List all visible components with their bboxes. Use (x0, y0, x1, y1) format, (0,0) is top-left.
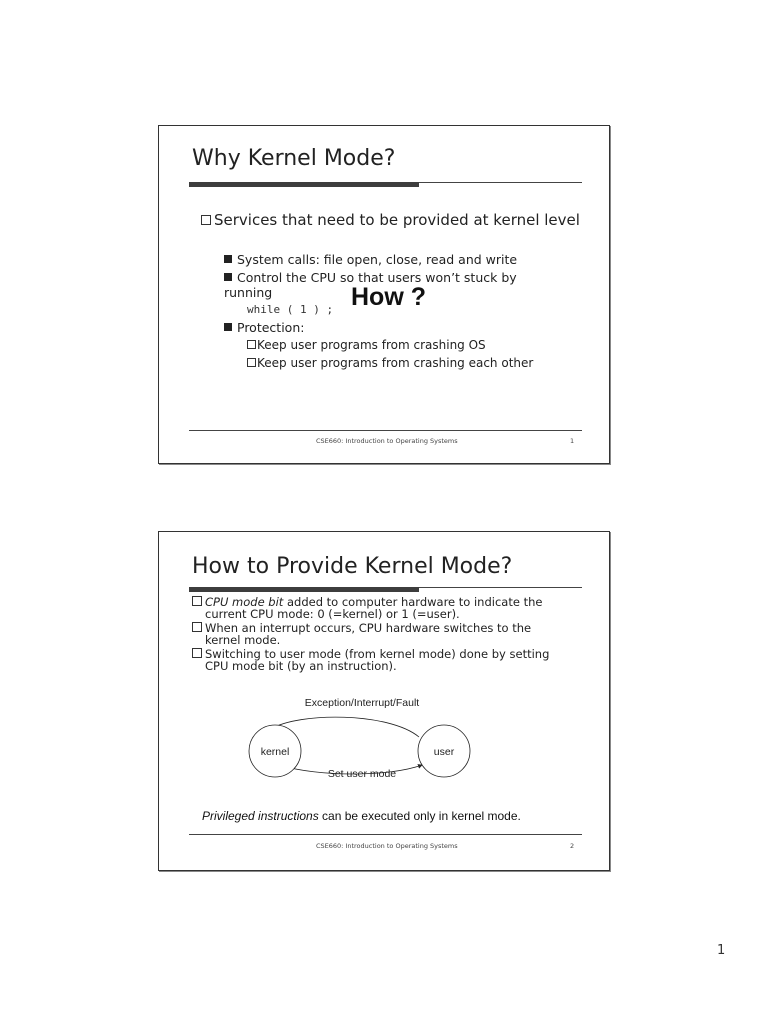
slide-2 (158, 531, 610, 871)
protection-item-text: Keep user programs from crashing OS (257, 338, 486, 352)
protection-item-text: Keep user programs from crashing each other (257, 356, 534, 370)
exception-label: Exception/Interrupt/Fault (304, 697, 420, 709)
bullet-switching (192, 648, 582, 672)
cpu-mode-bit-term: CPU mode bit (205, 595, 284, 609)
mode-transition-diagram (239, 687, 479, 787)
filled-square-icon (224, 323, 232, 331)
bullet-cpu-mode-bit (192, 596, 582, 620)
sub-bullet-protection (224, 320, 564, 335)
slide-title: How to Provide Kernel Mode? (192, 554, 513, 579)
filled-square-icon (224, 273, 232, 281)
kernel-label: kernel (260, 746, 290, 758)
hollow-square-icon (192, 648, 202, 658)
privileged-note (202, 809, 521, 823)
hollow-square-icon (192, 596, 202, 606)
code-snippet: while ( 1 ) ; (247, 303, 334, 316)
filled-square-icon (224, 255, 232, 263)
slide-1 (158, 125, 610, 464)
user-label: user (433, 746, 455, 758)
main-bullet (201, 211, 581, 229)
hollow-square-icon (201, 215, 211, 225)
footer-rule (189, 430, 582, 431)
hollow-square-icon (247, 340, 256, 349)
title-underline-bar (189, 587, 419, 592)
hollow-square-icon (247, 358, 256, 367)
protection-item-2 (247, 356, 577, 371)
slide-footer: CSE660: Introduction to Operating Systems (316, 437, 458, 445)
bullet-text: Switching to user mode (from kernel mode) done by setting CPU mode bit (by an instruction). (205, 647, 550, 673)
how-callout: How ? (351, 283, 426, 311)
sub-bullet-text: Protection: (237, 320, 305, 335)
slide-title: Why Kernel Mode? (192, 146, 396, 171)
slide-number: 1 (570, 437, 575, 445)
set-user-mode-label: Set user mode (327, 768, 397, 780)
slide-footer: CSE660: Introduction to Operating Systems (316, 842, 458, 850)
footer-rule (189, 834, 582, 835)
privileged-text: can be executed only in kernel mode. (318, 809, 521, 823)
bullet-text: When an interrupt occurs, CPU hardware switches to the kernel mode. (205, 621, 532, 647)
bullet-text: added to computer hardware to indicate the current CPU mode: 0 (=kernel) or 1 (=user). (205, 595, 543, 621)
protection-item-1 (247, 338, 577, 353)
sub-bullet-text: Control the CPU so that users won’t stuck by running (224, 270, 517, 300)
main-bullet-text: Services that need to be provided at kernel level (214, 211, 580, 229)
sub-bullet-text: System calls: file open, close, read and write (237, 252, 518, 267)
sub-bullet-syscalls (224, 252, 564, 267)
slide-number: 2 (570, 842, 575, 850)
bullet-interrupt (192, 622, 582, 646)
title-underline-bar (189, 182, 419, 187)
page-number: 1 (717, 943, 726, 958)
hollow-square-icon (192, 622, 202, 632)
privileged-term: Privileged instructions (202, 809, 319, 823)
